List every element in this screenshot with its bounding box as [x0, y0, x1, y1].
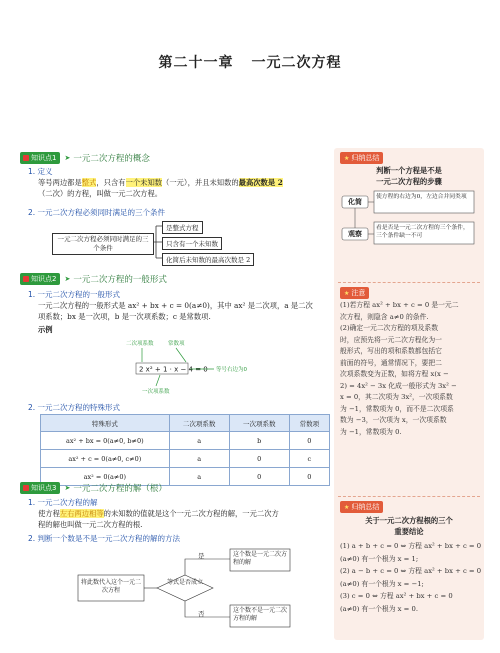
step2-desc: 看是否是一元二次方程的三个条件，三个条件缺一不可 [376, 225, 469, 239]
flow-diamond-text: 等式是否成立 [167, 579, 204, 586]
table-row [41, 432, 330, 450]
arrow-const [176, 348, 186, 362]
table-cell: 0 [229, 468, 289, 486]
kp2-sub2: 2. 一元二次方程的特殊形式 [28, 403, 121, 412]
side-divider-2 [338, 496, 480, 497]
flow-yes-path [185, 559, 230, 575]
table-header: 常数项 [289, 415, 329, 432]
kp1-badge: 知识点1 [20, 152, 60, 164]
side3-heading: 关于一元二次方程根的三个 重要结论 [365, 516, 453, 536]
cond-1: 是整式方程 [162, 221, 203, 234]
table-header-row [41, 415, 330, 432]
step2-label: 观察 [348, 229, 362, 238]
kp3-heading [20, 481, 167, 495]
table-cell: a [169, 468, 229, 486]
flow-no-path [185, 601, 230, 617]
side-divider-1 [338, 282, 480, 283]
label-quad-coef: 二次项系数 [126, 341, 154, 347]
kp1-heading [20, 151, 150, 165]
label-const: 常数项 [168, 341, 185, 347]
cond-3: 化简后未知数的最高次数是 2 [162, 253, 254, 266]
flow-no-label: 否 [198, 610, 205, 618]
table-cell: b [229, 432, 289, 450]
table-header: 一次项系数 [229, 415, 289, 432]
side2-badge: ★ 注意 [340, 287, 369, 299]
example-diagram [122, 336, 272, 400]
table-cell: c [289, 450, 329, 468]
step1-label: 化简 [348, 197, 362, 206]
kp1-title: 一元二次方程的概念 [73, 154, 150, 164]
table-cell: 0 [229, 450, 289, 468]
table-cell: ax² + c = 0(a≠0, c≠0) [41, 450, 170, 468]
flow-start-text: 将此数代入这个一元二次方程 [80, 579, 141, 594]
kp3-solution-def: 使方程左右两边相等的未知数的值就是这个一元二次方程的解，一元二次方 程的解也叫做一元二次方程的根. [38, 509, 279, 529]
kp2-general-form: 一元二次方程的一般形式是 ax² + bx + c = 0(a≠0)，其中 ax² 是二次项，a 是二次 项系数；bx 是一次项，b 是一次项系数；c 是常数项. [38, 301, 313, 321]
label-lin-coef: 一次项系数 [142, 389, 170, 395]
kp2-sub1: 1. 一元二次方程的一般形式 [28, 290, 121, 299]
step1-desc: 使方程的右边为0，左边合并同类项 [376, 194, 467, 200]
star-icon: ★ [344, 289, 350, 297]
kp3-sub1: 1. 一元二次方程的解 [28, 498, 98, 507]
chapter-title: 一元二次方程 [251, 55, 342, 71]
kp1-definition: 等号两边都是整式，只含有一个未知数（一元），并且未知数的最高次数是 2 （二次）的方程，叫做一元二次方程。 [38, 178, 283, 198]
kp3-badge: 知识点3 [20, 482, 60, 494]
kp2-heading [20, 272, 167, 286]
arrow-lin [156, 375, 160, 386]
kp2-example-label: 示例 [38, 325, 53, 334]
flow-yes-text: 这个数是一元二次方程的解 [233, 551, 288, 566]
table-cell: 0 [289, 432, 329, 450]
kp2-title: 一元二次方程的一般形式 [73, 275, 167, 285]
cond-label-box: 一元二次方程必须同时满足的三个条件 [52, 233, 154, 255]
table-header: 二次项系数 [169, 415, 229, 432]
table-cell: 0 [289, 468, 329, 486]
side3-badge: ★ 归纳总结 [340, 501, 383, 513]
kp2-badge: 知识点2 [20, 273, 60, 285]
kp1-cond-heading: 2. 一元二次方程必须同时满足的三个条件 [28, 208, 166, 217]
page-title [0, 52, 500, 72]
side3-conclusions: (1) a + b + c = 0 ⇔ 方程 ax² + bx + c = 0 (a≠0) 有一个根为 x = 1; (2) a − b + c = 0 ⇔ 方程 ax² + bx + c = 0 (a≠0) 有一个根为 x = −1; (3) c = 0 ⇔ 方程 ax² + bx + c = 0 (a≠0) 有一个根为 x = 0. [340, 542, 482, 613]
table-header: 特殊形式 [41, 415, 170, 432]
star-icon: ★ [344, 503, 350, 511]
side1-heading: 判断一个方程是不是 一元二次方程的步骤 [376, 166, 442, 186]
table-cell: a [169, 450, 229, 468]
chapter-number: 第二十一章 [158, 55, 234, 71]
flow-no-text: 这个数不是一元二次方程的解 [233, 607, 288, 622]
side1-badge: ★ 归纳总结 [340, 152, 383, 164]
label-right-zero: 等号右边为0 [216, 367, 247, 373]
bookmark-icon [23, 276, 29, 282]
arrow-right-icon: ➤ [64, 484, 71, 492]
bookmark-icon [23, 485, 29, 491]
cond-2: 只含有一个未知数 [162, 237, 222, 250]
side2-notes: (1)若方程 ax² + bx + c = 0 是一元二 次方程，则隐含 a≠0 的条件. (2)确定一元二次方程的项及系数 时，应预先将一元二次方程化为一 般形式，写出的项和系数都包括它 前面的符号，通常情况下，要把二 次项系数变为正数，如将方程 x(x − 2) = 4x² − 3x 化成一般形式为 3x² − x = 0，其二次项为 3x²，一次项系数 为 −1，常数项为 0，而不是二次项系 数为 −3，一次项为 x，一次项系数 为 −1，常数项为 0. [340, 301, 459, 436]
table-cell: ax² + bx = 0(a≠0, b≠0) [41, 432, 170, 450]
arrow-right-icon: ➤ [64, 275, 71, 283]
kp1-def-heading: 1. 定义 [28, 167, 53, 176]
bookmark-icon [23, 155, 29, 161]
special-forms-table [40, 414, 330, 486]
kp3-title: 一元二次方程的解（根） [73, 484, 167, 494]
table-row [41, 450, 330, 468]
star-icon: ★ [344, 154, 350, 162]
table-cell: ax² = 0(a≠0) [41, 468, 170, 486]
flow-yes-label: 是 [198, 552, 205, 560]
arrow-right-icon: ➤ [64, 154, 71, 162]
example-equation: 2 x² + 1 · x − 4 = 0 [139, 365, 208, 374]
table-cell: a [169, 432, 229, 450]
kp3-sub2: 2. 判断一个数是不是一元二次方程的解的方法 [28, 534, 181, 543]
